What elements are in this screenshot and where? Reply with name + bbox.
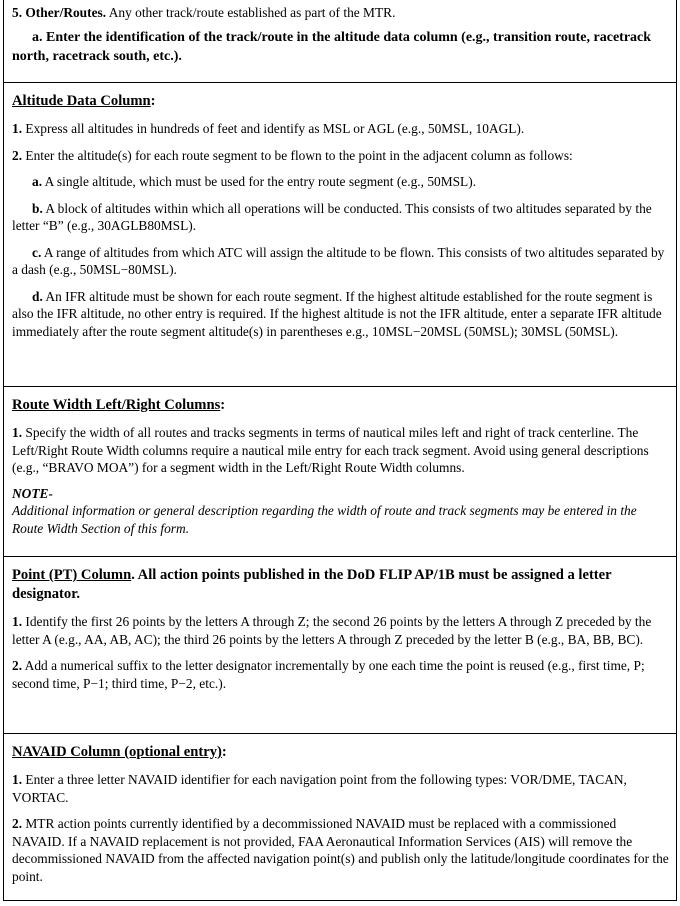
other-routes-section	[3, 0, 677, 83]
altitude-heading	[12, 92, 669, 111]
route-width-section	[3, 387, 677, 557]
navaid-item-2	[12, 815, 669, 885]
point-heading-title: Point (PT) Column	[12, 567, 132, 583]
altitude-item-2-text: Enter the altitude(s) for each route segment to be flown to the point in the adjacent column as follows:	[22, 147, 573, 163]
altitude-subitem-c-text: A range of altitudes from which ATC will assign the altitude to be flown. This consists of two altitudes separated by a dash (e.g., 50MSL−80MSL).	[12, 244, 665, 277]
altitude-item-1-text: Express all altitudes in hundreds of feet and identify as MSL or AGL (e.g., 50MSL, 10AGL).	[22, 121, 525, 136]
navaid-heading-colon: :	[221, 744, 227, 760]
altitude-subitem-b-label: b.	[32, 200, 43, 216]
point-column-section	[3, 557, 677, 734]
document-page	[3, 0, 677, 901]
altitude-subitem-a-label: a.	[32, 174, 43, 189]
item-5-text: Any other track/route established as part of the MTR.	[106, 5, 396, 20]
point-item-2-text: Add a numerical suffix to the letter designator incrementally by one each time the point is reused (e.g., first time, P; second time, P−1; third time, P−2, etc.).	[12, 658, 645, 691]
route-width-item-1-text: Specify the width of all routes and tracks segments in terms of nautical miles left and right of track centerline. The Left/Right Route Width columns require a nautical mile entry for each track segment. Avoid using general descriptions (e.g., “BRAVO MOA”) for a segment width in the Left/Right Route Width columns.	[12, 425, 649, 475]
altitude-heading-title: Altitude Data Column	[12, 93, 151, 109]
altitude-item-1	[12, 120, 669, 138]
point-item-1-text: Identify the first 26 points by the letters A through Z; the second 26 points by the letters A through Z preceded by the letter A (e.g., AA, AB, AC); the third 26 points by the letters A through Z preceded by the letter B (e.g., BA, BB, BC).	[12, 614, 652, 647]
altitude-heading-colon: :	[150, 93, 156, 109]
route-width-heading-title: Route Width Left/Right Columns	[12, 397, 221, 413]
point-heading	[12, 566, 669, 604]
navaid-item-2-label: 2.	[12, 816, 23, 831]
item-5-label: 5. Other/Routes.	[12, 5, 107, 20]
navaid-item-1-label: 1.	[12, 772, 23, 787]
altitude-subitem-c-label: c.	[32, 244, 42, 260]
altitude-item-1-label: 1.	[12, 121, 23, 136]
point-item-1	[12, 613, 669, 648]
altitude-subitem-d	[12, 288, 669, 341]
navaid-item-2-text: MTR action points currently identified by a decommissioned NAVAID must be replaced with a commissioned NAVAID. If a NAVAID replacement is not provided, FAA Aeronautical Information Services (AIS) will remove the decommissioned NAVAID from the affected navigation point(s) and publish only the latitude/longitude coordinates for the point.	[12, 816, 669, 884]
point-item-2-label: 2.	[12, 658, 23, 673]
altitude-subitem-d-text: An IFR altitude must be shown for each route segment. If the highest altitude established for the route segment is also the IFR altitude, no other entry is required. If the highest altitude is not the IFR altitude, enter a separate IFR altitude immediately after the route segment altitude(s) in parentheses e.g., 10MSL−20MSL (50MSL); 30MSL (50MSL).	[12, 288, 662, 339]
route-width-heading-colon: :	[220, 397, 226, 413]
route-width-item-1	[12, 424, 669, 477]
route-width-heading	[12, 396, 669, 415]
navaid-heading	[12, 743, 669, 762]
point-item-1-label: 1.	[12, 614, 23, 629]
navaid-item-1-text: Enter a three letter NAVAID identifier for each navigation point from the following types: VOR/DME, TACAN, VORTAC.	[12, 772, 627, 805]
altitude-item-2	[12, 147, 669, 165]
other-routes-item-5	[12, 4, 669, 22]
altitude-subitem-a	[12, 173, 669, 191]
navaid-heading-title: NAVAID Column (optional entry)	[12, 744, 222, 760]
altitude-subitem-b	[12, 200, 669, 235]
navaid-column-section	[3, 734, 677, 901]
altitude-subitem-b-text: A block of altitudes within which all operations will be conducted. This consists of two altitudes separated by the letter “B” (e.g., 30AGLB80MSL).	[12, 200, 652, 233]
route-width-item-1-label: 1.	[12, 425, 23, 440]
other-routes-subitem-a	[12, 28, 669, 66]
altitude-item-2-label: 2.	[12, 147, 23, 163]
subitem-a-label: a.	[32, 29, 43, 45]
altitude-subitem-d-label: d.	[32, 288, 43, 304]
route-width-note-text: Additional information or general description regarding the width of route and track segments may be entered in the Route Width Section of this form.	[12, 503, 637, 536]
altitude-subitem-a-text: A single altitude, which must be used for the entry route segment (e.g., 50MSL).	[42, 174, 477, 189]
subitem-a-text: Enter the identification of the track/route in the altitude data column (e.g., transition route, racetrack north, racetrack south, etc.).	[12, 29, 652, 64]
route-width-note-label: NOTE-	[12, 485, 53, 501]
navaid-item-1	[12, 771, 669, 806]
altitude-subitem-c	[12, 244, 669, 279]
altitude-data-section	[3, 83, 677, 387]
point-heading-rest: . All action points published in the DoD FLIP AP/1B must be assigned a letter designator.	[12, 567, 612, 602]
point-item-2	[12, 657, 669, 692]
